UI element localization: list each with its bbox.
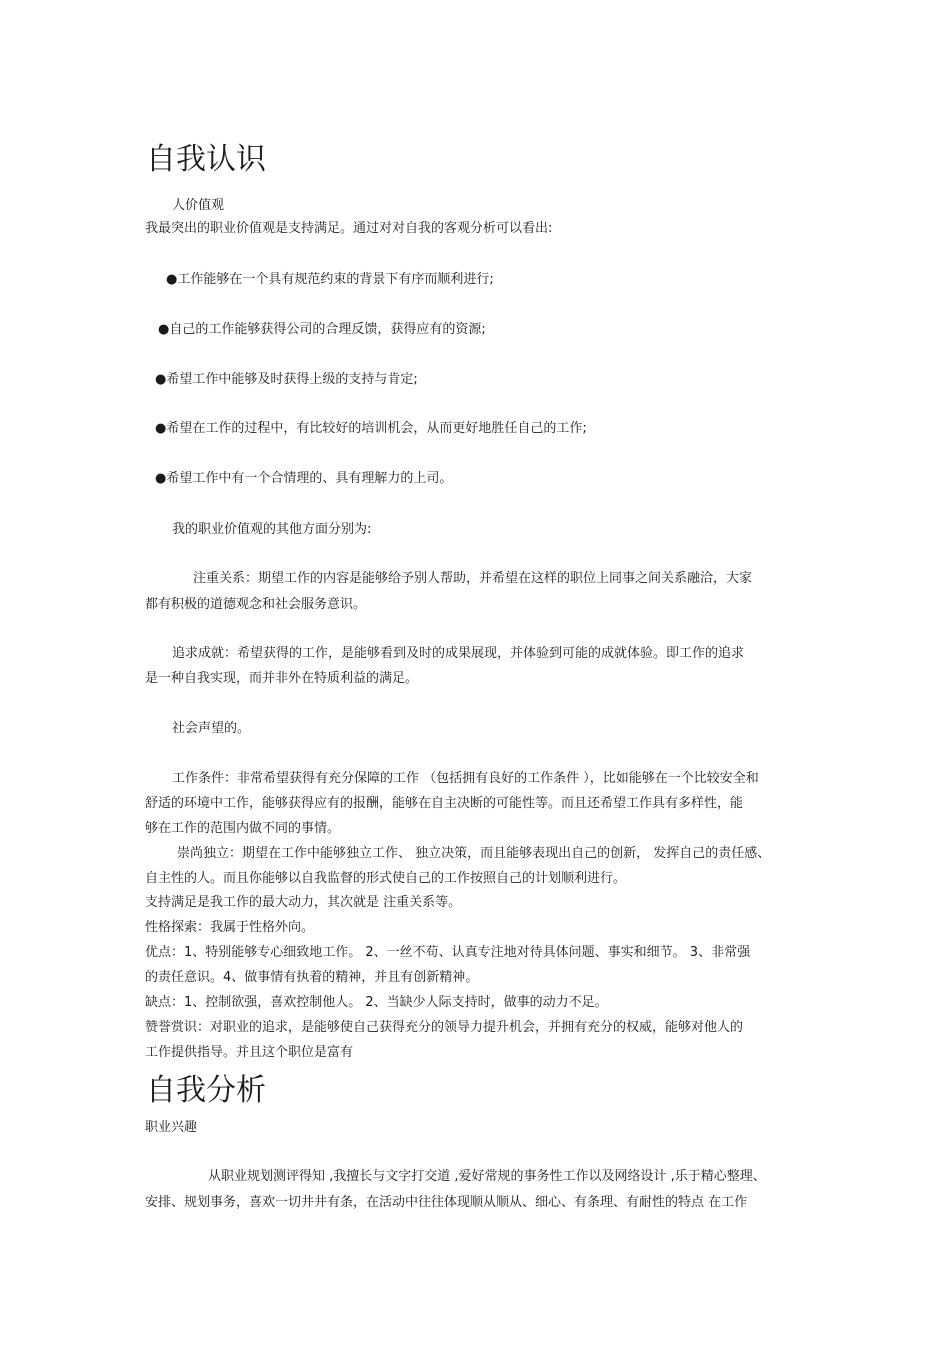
section-title-self-analysis: 自我分析 — [146, 1073, 266, 1108]
prestige-line: 社会声望的。 — [172, 721, 251, 736]
analysis-line: 从职业规划测评得知 ,我擅长与文字打交道 ,爱好常规的事务性工作以及网络设计 ,乐于精心整理、 — [208, 1169, 766, 1184]
achievement-line: 追求成就：希望获得的工作，是能够看到及时的成果展现，并体验到可能的成就体验。即工作的追求 — [172, 646, 745, 661]
bullet-item: ●工作能够在一个具有规范约束的背景下有序而顺利进行; — [166, 272, 494, 287]
relations-line: 注重关系：期望工作的内容是能够给予别人帮助，并希望在这样的职位上同事之间关系融洽，大家 — [193, 571, 753, 586]
analysis-line: 安排、规划事务，喜欢一切井井有条，在活动中往往体现顺从顺从、细心、有条理、有耐性的特点 在工作 — [145, 1195, 748, 1210]
subtitle-career-interest: 职业兴趣 — [145, 1120, 198, 1135]
independence-line: 自主性的人。而且你能够以自我监督的形式使自己的工作按照自己的计划顺利进行。 — [145, 871, 627, 886]
independence-line: 崇尚独立：期望在工作中能够独立工作、 独立决策，而且能够表现出自己的创新， 发挥自己的责任感、 — [177, 846, 771, 861]
appreciation-line: 赞誉赏识：对职业的追求，是能够使自己获得充分的领导力提升机会，并拥有充分的权威，能够对他人的 — [145, 1020, 744, 1035]
weaknesses-line: 缺点：1、控制欲强，喜欢控制他人。 2、当缺少人际支持时，做事的动力不足。 — [145, 995, 608, 1010]
bullet-item: ●希望在工作的过程中，有比较好的培训机会，从而更好地胜任自己的工作; — [155, 421, 587, 436]
relations-line: 都有积极的道德观念和社会服务意识。 — [145, 597, 367, 612]
personality-line: 性格探索：我属于性格外向。 — [145, 920, 315, 935]
motivation-line: 支持满足是我工作的最大动力，其次就是 注重关系等。 — [145, 895, 462, 910]
values-intro: 我最突出的职业价值观是支持满足。通过对对自我的客观分析可以看出: — [145, 221, 553, 236]
achievement-line: 是一种自我实现，而并非外在特质利益的满足。 — [145, 671, 419, 686]
section-title-self-awareness: 自我认识 — [146, 142, 266, 177]
conditions-line: 工作条件：非常希望获得有充分保障的工作 （包括拥有良好的工作条件 ），比如能够在一个比较安全和 — [172, 771, 759, 786]
strengths-line: 的责任意识。4、做事情有执着的精神，并且有创新精神。 — [145, 970, 479, 985]
conditions-line: 舒适的环境中工作，能够获得应有的报酬，能够在自主决断的可能性等。而且还希望工作具有多样性，能 — [145, 796, 744, 811]
bullet-item: ●希望工作中能够及时获得上级的支持与肯定; — [155, 372, 418, 387]
other-values-intro: 我的职业价值观的其他方面分别为: — [172, 522, 372, 537]
bullet-item: ●希望工作中有一个合情理的、具有理解力的上司。 — [155, 471, 453, 486]
appreciation-line: 工作提供指导。并且这个职位是富有 — [145, 1045, 354, 1060]
strengths-line: 优点：1、特别能够专心细致地工作。 2、一丝不苟、认真专注地对待具体问题、事实和细节。 3、非常强 — [145, 945, 751, 960]
subtitle-values: 人价值观 — [172, 198, 225, 213]
bullet-item: ●自己的工作能够获得公司的合理反馈，获得应有的资源; — [158, 322, 486, 337]
conditions-line: 够在工作的范围内做不同的事情。 — [145, 821, 341, 836]
